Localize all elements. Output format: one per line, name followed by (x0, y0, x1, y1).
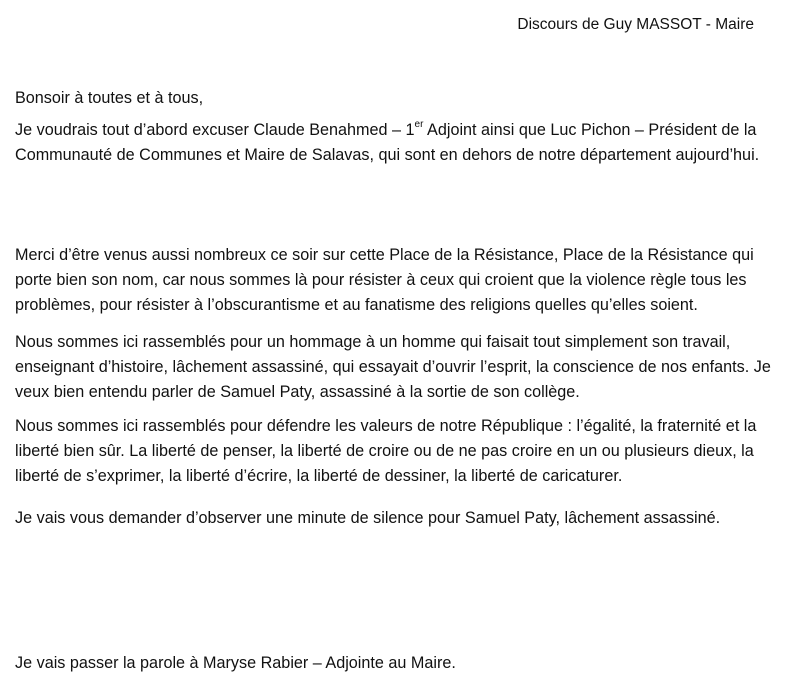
greeting-paragraph: Bonsoir à toutes et à tous, (15, 89, 204, 107)
excuse-text-start: Je voudrais tout d’abord excuser Claude Benahmed – 1 (15, 121, 415, 139)
thanks-paragraph: Merci d’être venus aussi nombreux ce soir sur cette Place de la Résistance, Place de la Résistance qui porte bien son nom, car nous sommes là pour résister à ceux qui croient que la violence règle tous les problèmes, pour résister à l’obscurantisme et au fanatisme des religions quelles qu’elles soient. (15, 246, 754, 314)
ordinal-superscript: er (414, 118, 424, 130)
tribute-paragraph: Nous sommes ici rassemblés pour un hommage à un homme qui faisait tout simplement son travail, enseignant d’histoire, lâchement assassiné, qui essayait d’ouvrir l’esprit, la conscience de nos enfants. Je veux bien entendu parler de Samuel Paty, assassiné à la sortie de son collège. (15, 333, 771, 401)
values-paragraph: Nous sommes ici rassemblés pour défendre les valeurs de notre République : l’égalité, la fraternité et la liberté bien sûr. La liberté de penser, la liberté de croire ou de ne pas croire en un ou plusieurs dieux, la liberté de s’exprimer, la liberté d’écrire, la liberté de dessiner, la liberté de caricaturer. (15, 417, 757, 485)
handover-paragraph: Je vais passer la parole à Maryse Rabier – Adjointe au Maire. (15, 654, 456, 672)
document-header-title: Discours de Guy MASSOT - Maire (517, 16, 754, 33)
excuse-paragraph (15, 118, 785, 168)
excuse-text-end: Adjoint ainsi que Luc Pichon – Président de la Communauté de Communes et Maire de Salavas, qui sont en dehors de notre département aujourd’hui. (15, 121, 760, 164)
minute-silence-paragraph: Je vais vous demander d’observer une minute de silence pour Samuel Paty, lâchement assassiné. (15, 509, 721, 527)
